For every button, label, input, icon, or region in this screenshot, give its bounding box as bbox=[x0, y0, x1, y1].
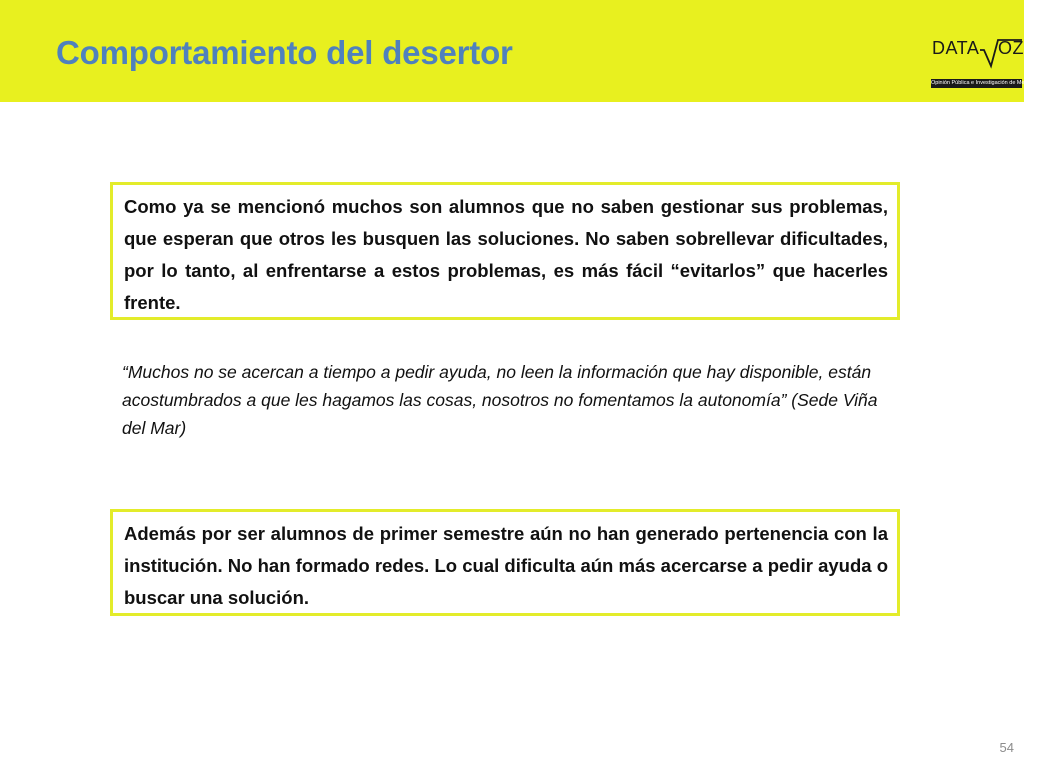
text-box-1-content: Como ya se mencionó muchos son alumnos que no saben gestionar sus problemas, que esperan que otros les busquen las soluciones. No saben sobrellevar dificultades, por lo tanto, al enfrentarse a estos problemas, es más fácil “evitarlos” que hacerles frente. bbox=[124, 196, 888, 313]
logo-tagline: Opinión Pública e Investigación de Mercado bbox=[931, 80, 1038, 86]
text-box-1 bbox=[110, 182, 900, 320]
logo-word-oz: OZ bbox=[998, 38, 1024, 58]
quote-text: “Muchos no se acercan a tiempo a pedir ayuda, no leen la información que hay disponible, están acostumbrados a que les hagamos las cosas, nosotros no fomentamos la autonomía” (Sede Viña del Mar) bbox=[122, 362, 878, 438]
title-bar bbox=[0, 0, 1038, 102]
text-box-2 bbox=[110, 509, 900, 616]
page-number: 54 bbox=[999, 740, 1014, 755]
slide-title: Comportamiento del desertor bbox=[56, 34, 513, 71]
text-box-2-content: Además por ser alumnos de primer semestre aún no han generado pertenencia con la institución. No han formado redes. Lo cual dificulta aún más acercarse a pedir ayuda o buscar una solución. bbox=[124, 523, 888, 608]
logo-word-data: DATA bbox=[932, 38, 980, 58]
datavoz-logo bbox=[930, 34, 1038, 90]
